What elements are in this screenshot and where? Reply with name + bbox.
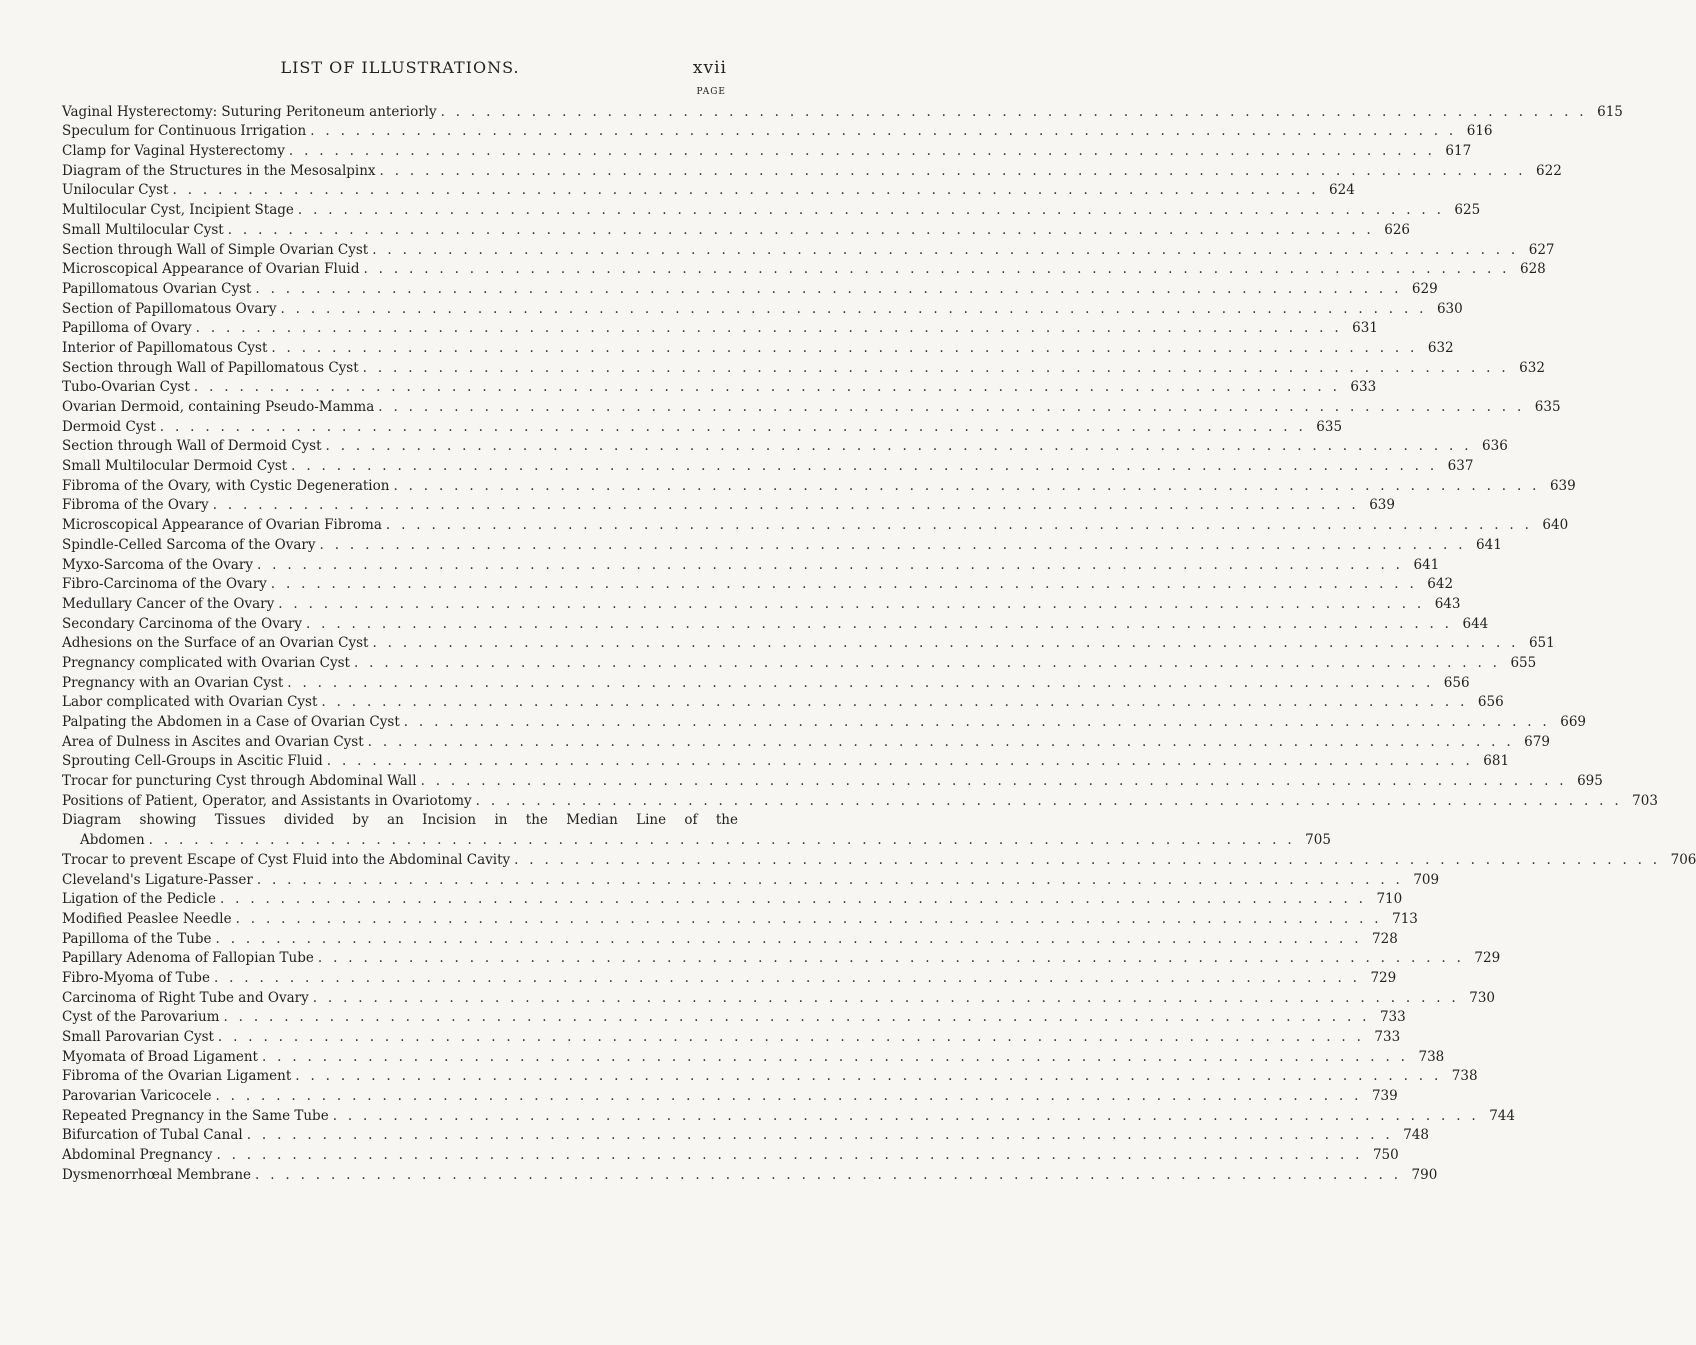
illustration-title: Dysmenorrhœal Membrane — [62, 1166, 252, 1183]
list-item — [62, 356, 1545, 376]
list-item — [62, 553, 1440, 573]
dot-leader: . . . . . . . . . . . . . . . . . . . . . . . . . . . . . . . . . . . . . . . . . . . . . . . . . . . . . . . . . . . . . . . . . . . . . . . . . . . . — [193, 379, 1341, 396]
illustration-title: Section through Wall of Papillomatous Cyst — [62, 359, 359, 376]
list-item — [62, 573, 1454, 593]
page-number: 748 — [1403, 1127, 1429, 1144]
page-number: 622 — [1536, 162, 1562, 179]
page-number: 739 — [1371, 1088, 1398, 1105]
list-item — [62, 947, 1501, 967]
page-number: 631 — [1352, 320, 1378, 337]
dot-leader: . . . . . . . . . . . . . . . . . . . . . . . . . . . . . . . . . . . . . . . . . . . . . . . . . . . . . . . . . . . . . . . . . . . . . . . . . . . . — [440, 103, 1587, 120]
dot-leader: . . . . . . . . . . . . . . . . . . . . . . . . . . . . . . . . . . . . . . . . . . . . . . . . . . . . . . . . . . . . . . . . . . . . . . . . . . . . — [212, 497, 1359, 514]
dot-leader: . . . . . . . . . . . . . . . . . . . . . . . . . . . . . . . . . . . . . . . . . . . . . . . . . . . . . . . . . . . . . . . . . . . . . . . . . . . . — [256, 556, 1404, 573]
illustration-title: Papillomatous Ovarian Cyst — [62, 280, 252, 297]
illustration-title: Area of Dulness in Ascites and Ovarian Cyst — [62, 733, 364, 750]
illustration-title: Trocar to prevent Escape of Cyst Fluid into the Abdominal Cavity — [62, 851, 511, 868]
illustration-title: Cleveland's Ligature-Passer — [62, 871, 253, 888]
dot-leader: . . . . . . . . . . . . . . . . . . . . . . . . . . . . . . . . . . . . . . . . . . . . . . . . . . . . . . . . . . . . . . . . . . . . . . . . . . . . — [217, 1029, 1365, 1045]
dot-leader: . . . . . . . . . . . . . . . . . . . . . . . . . . . . . . . . . . . . . . . . . . . . . . . . . . . . . . . . . . . . . . . . . . . . . . . . . . . . — [159, 418, 1307, 435]
page-number: 617 — [1445, 143, 1472, 160]
dot-leader: . . . . . . . . . . . . . . . . . . . . . . . . . . . . . . . . . . . . . . . . . . . . . . . . . . . . . . . . . . . . . . . . . . . . . . . . . . . . — [372, 241, 1519, 258]
illustration-title: Diagram of the Structures in the Mesosalpinx — [62, 162, 376, 179]
list-item — [62, 297, 1463, 317]
page-number: 625 — [1454, 202, 1481, 219]
illustration-title: Spindle-Celled Sarcoma of the Ovary — [62, 536, 316, 553]
dot-leader: . . . . . . . . . . . . . . . . . . . . . . . . . . . . . . . . . . . . . . . . . . . . . . . . . . . . . . . . . . . . . . . . . . . . . . . . . . . . — [367, 733, 1514, 750]
list-item — [62, 750, 1510, 770]
list-item — [62, 691, 1504, 711]
dot-leader: . . . . . . . . . . . . . . . . . . . . . . . . . . . . . . . . . . . . . . . . . . . . . . . . . . . . . . . . . . . . . . . . . . . . . . . . . . . . — [310, 123, 1457, 140]
illustration-title: Palpating the Abdomen in a Case of Ovarian Cyst — [62, 714, 400, 730]
list-item — [62, 710, 1587, 730]
page-number: 706 — [1670, 851, 1696, 868]
page-number: 709 — [1413, 871, 1440, 888]
list-item — [62, 730, 1550, 750]
illustration-title: Trocar for puncturing Cyst through Abdominal Wall — [62, 773, 417, 790]
page-number: 790 — [1411, 1166, 1438, 1183]
page-number: 738 — [1418, 1048, 1445, 1065]
dot-leader: . . . . . . . . . . . . . . . . . . . . . . . . . . . . . . . . . . . . . . . . . . . . . . . . . . . . . . . . . . . . . . . . . . . . . . . . . . . . — [321, 694, 1468, 711]
running-head-title: LIST OF ILLUSTRATIONS. — [280, 58, 520, 77]
page-number: 695 — [1577, 773, 1603, 790]
list-item — [62, 336, 1454, 356]
dot-leader: . . . . . . . . . . . . . . . . . . . . . . . . . . . . . . . . . . . . . . . . . . . . . . . . . . . . . . . . . . . . . . . . . . . . . . . . . . . . — [261, 1048, 1409, 1065]
dot-leader: . . . . . . . . . . . . . . . . . . . . . . . . . . . . . . . . . . . . . . . . . . . . . . . . . . . . . . . . . . . . . . . . . . . . . . . . . . . . — [227, 221, 1375, 238]
illustration-title: Pregnancy complicated with Ovarian Cyst — [62, 654, 350, 671]
page-number: 630 — [1436, 300, 1463, 317]
illustration-title: Repeated Pregnancy in the Same Tube — [62, 1107, 329, 1124]
page-number: 644 — [1462, 615, 1489, 632]
list-item — [62, 1143, 1399, 1164]
list-item — [62, 474, 1576, 494]
dot-leader: . . . . . . . . . . . . . . . . . . . . . . . . . . . . . . . . . . . . . . . . . . . . . . . . . . . . . . . . . . . . . . . . . . . . . . . . . . . . — [213, 969, 1361, 986]
dot-leader: . . . . . . . . . . . . . . . . . . . . . . . . . . . . . . . . . . . . . . . . . . . . . . . . . . . . . . . . . . . . . . . . . . . . . . . . . . . . — [385, 517, 1533, 534]
list-item — [62, 258, 1546, 278]
dot-leader: . . . . . . . . . . . . . . . . . . . . . . . . . . . . . . . . . . . . . . . . . . . . . . . . . . . . . . . . . . . . . . . . . . . . . . . . . . . . — [403, 714, 1551, 730]
list-item — [62, 376, 1377, 396]
list-item — [62, 1006, 1406, 1026]
list-item — [62, 651, 1537, 671]
list-item — [62, 612, 1489, 632]
dot-leader: . . . . . . . . . . . . . . . . . . . . . . . . . . . . . . . . . . . . . . . . . . . . . . . . . . . . . . . . . . . . . . . . . . . . . . . . . . . . — [291, 458, 1438, 475]
dot-leader: . . . . . . . . . . . . . . . . . . . . . . . . . . . . . . . . . . . . . . . . . . . . . . . . . . . . . . . . . . . . . . . . . . . . . . . . . . . . — [325, 438, 1472, 455]
list-item — [62, 120, 1493, 140]
list-item — [62, 888, 1403, 908]
list-item — [62, 1124, 1429, 1144]
list-item — [62, 1084, 1398, 1105]
dot-leader: . . . . . . . . . . . . . . . . . . . . . . . . . . . . . . . . . . . . . . . . . . . . . . . . . . . . . . . . . . . . . . . . . . . . . . . . . . . . — [219, 891, 1367, 908]
page-number: 624 — [1329, 182, 1355, 199]
list-item — [62, 179, 1355, 199]
page-number: 655 — [1510, 654, 1537, 671]
dot-leader: . . . . . . . . . . . . . . . . . . . . . . . . . . . . . . . . . . . . . . . . . . . . . . . . . . . . . . . . . . . . . . . . . . . . . . . . . . . . — [215, 1088, 1362, 1105]
illustration-title: Tubo-Ovarian Cyst — [62, 379, 190, 396]
page-number: 733 — [1379, 1009, 1406, 1026]
page-number: 616 — [1466, 123, 1493, 140]
illustration-title: Fibroma of the Ovary — [62, 497, 209, 514]
dot-leader: . . . . . . . . . . . . . . . . . . . . . . . . . . . . . . . . . . . . . . . . . . . . . . . . . . . . . . . . . . . . . . . . . . . . . . . . . . . . — [326, 753, 1474, 770]
illustration-title: Parovarian Varicocele — [62, 1088, 212, 1105]
illustration-title: Small Multilocular Cyst — [62, 221, 224, 238]
dot-leader: . . . . . . . . . . . . . . . . . . . . . . . . . . . . . . . . . . . . . . . . . . . . . . . . . . . . . . . . . . . . . . . . . . . . . . . . . . . . — [278, 595, 1425, 612]
page-number: 681 — [1483, 753, 1510, 770]
page-number: 635 — [1316, 418, 1343, 435]
list-item — [62, 198, 1481, 219]
list-item — [62, 671, 1470, 691]
dot-leader: . . . . . . . . . . . . . . . . . . . . . . . . . . . . . . . . . . . . . . . . . . . . . . . . . . . . . . . . . . . . . . . . . . . . . . . . . . . . — [514, 851, 1661, 868]
list-item — [62, 238, 1555, 258]
list-item — [62, 454, 1474, 475]
page-number: 637 — [1447, 458, 1474, 475]
list-item — [62, 848, 1696, 868]
illustration-title: Labor complicated with Ovarian Cyst — [62, 694, 318, 711]
dot-leader: . . . . . . . . . . . . . . . . . . . . . . . . . . . . . . . . . . . . . . . . . . . . . . . . . . . . . . . . . . . . . . . . . . . . . . . . . . . . — [475, 792, 1622, 809]
list-item — [62, 1163, 1438, 1183]
list-item — [62, 395, 1561, 415]
illustration-title: Papilloma of Ovary — [62, 320, 192, 337]
page-number: 639 — [1369, 497, 1395, 514]
page-number: 750 — [1372, 1147, 1399, 1164]
dot-leader: . . . . . . . . . . . . . . . . . . . . . . . . . . . . . . . . . . . . . . . . . . . . . . . . . . . . . . . . . . . . . . . . . . . . . . . . . . . . — [287, 674, 1434, 691]
dot-leader: . . . . . . . . . . . . . . . . . . . . . . . . . . . . . . . . . . . . . . . . . . . . . . . . . . . . . . . . . . . . . . . . . . . . . . . . . . . . — [255, 280, 1402, 297]
page-number: 642 — [1427, 576, 1454, 593]
page-number: 629 — [1411, 280, 1438, 297]
dot-leader: . . . . . . . . . . . . . . . . . . . . . . . . . . . . . . . . . . . . . . . . . . . . . . . . . . . . . . . . . . . . . . . . . . . . . . . . . . . . — [195, 320, 1342, 337]
dot-leader: . . . . . . . . . . . . . . . . . . . . . . . . . . . . . . . . . . . . . . . . . . . . . . . . . . . . . . . . . . . . . . . . . . . . . . . . . . . . — [378, 399, 1525, 415]
page-number: 679 — [1524, 733, 1550, 750]
illustration-title: Papillary Adenoma of Fallopian Tube — [62, 950, 314, 967]
dot-leader: . . . . . . . . . . . . . . . . . . . . . . . . . . . . . . . . . . . . . . . . . . . . . . . . . . . . . . . . . . . . . . . . . . . . . . . . . . . . — [317, 950, 1465, 967]
list-item — [62, 789, 1658, 809]
page-folio: xvii — [692, 58, 727, 78]
page-number: 729 — [1370, 969, 1397, 986]
page-number: 729 — [1474, 950, 1501, 967]
illustration-title: Fibroma of the Ovary, with Cystic Degeneration — [62, 477, 390, 494]
illustrations-list — [62, 100, 1696, 1183]
dot-leader: . . . . . . . . . . . . . . . . . . . . . . . . . . . . . . . . . . . . . . . . . . . . . . . . . . . . . . . . . . . . . . . . . . . . . . . . . . . . — [271, 339, 1418, 356]
page-number: 636 — [1482, 438, 1508, 455]
illustration-title: Medullary Cancer of the Ovary — [62, 595, 275, 612]
illustration-title: Fibro-Myoma of Tube — [62, 969, 210, 986]
illustration-title: Microscopical Appearance of Ovarian Fluid — [62, 261, 360, 278]
illustration-title: Section of Papillomatous Ovary — [62, 300, 277, 317]
page-number: 632 — [1519, 359, 1545, 376]
illustration-title: Diagram showing Tissues divided by an Incision in the Median Line of the — [62, 812, 738, 829]
illustration-title: Myxo-Sarcoma of the Ovary — [62, 556, 253, 573]
page-number: 703 — [1632, 792, 1658, 809]
list-item — [62, 494, 1395, 514]
illustration-title: Carcinoma of Right Tube and Ovary — [62, 989, 309, 1006]
dot-leader: . . . . . . . . . . . . . . . . . . . . . . . . . . . . . . . . . . . . . . . . . . . . . . . . . . . . . . . . . . . . . . . . . . . . . . . . . . . . — [223, 1009, 1370, 1026]
illustration-title: Sprouting Cell-Groups in Ascitic Fluid — [62, 753, 323, 770]
list-item — [62, 809, 738, 829]
list-item — [62, 769, 1603, 790]
dot-leader: . . . . . . . . . . . . . . . . . . . . . . . . . . . . . . . . . . . . . . . . . . . . . . . . . . . . . . . . . . . . . . . . . . . . . . . . . . . . — [312, 989, 1460, 1006]
page-number: 641 — [1476, 536, 1502, 553]
page-number: 641 — [1413, 556, 1440, 573]
list-item — [62, 533, 1502, 553]
list-item — [62, 435, 1508, 455]
dot-leader: . . . . . . . . . . . . . . . . . . . . . . . . . . . . . . . . . . . . . . . . . . . . . . . . . . . . . . . . . . . . . . . . . . . . . . . . . . . . — [297, 202, 1445, 219]
illustration-title: Cyst of the Parovarium — [62, 1009, 220, 1026]
illustration-title: Multilocular Cyst, Incipient Stage — [62, 202, 294, 219]
dot-leader: . . . . . . . . . . . . . . . . . . . . . . . . . . . . . . . . . . . . . . . . . . . . . . . . . . . . . . . . . . . . . . . . . . . . . . . . . . . . — [148, 832, 1295, 849]
list-item — [62, 100, 1623, 120]
page-number: 713 — [1392, 910, 1418, 927]
dot-leader: . . . . . . . . . . . . . . . . . . . . . . . . . . . . . . . . . . . . . . . . . . . . . . . . . . . . . . . . . . . . . . . . . . . . . . . . . . . . — [295, 1068, 1442, 1085]
page-number: 640 — [1542, 517, 1569, 534]
illustration-title: Positions of Patient, Operator, and Assistants in Ovariotomy — [62, 792, 472, 809]
page-number: 730 — [1469, 989, 1496, 1006]
illustration-title: Section through Wall of Simple Ovarian Cyst — [62, 241, 369, 258]
list-item — [62, 139, 1472, 160]
dot-leader: . . . . . . . . . . . . . . . . . . . . . . . . . . . . . . . . . . . . . . . . . . . . . . . . . . . . . . . . . . . . . . . . . . . . . . . . . . . . — [270, 576, 1418, 593]
list-item — [62, 1045, 1445, 1065]
page-number: 656 — [1443, 674, 1470, 691]
list-item — [62, 632, 1555, 652]
page-number: 744 — [1489, 1107, 1515, 1124]
illustration-title: Dermoid Cyst — [62, 418, 156, 435]
dot-leader: . . . . . . . . . . . . . . . . . . . . . . . . . . . . . . . . . . . . . . . . . . . . . . . . . . . . . . . . . . . . . . . . . . . . . . . . . . . . — [235, 910, 1382, 927]
page-number: 635 — [1534, 399, 1561, 415]
list-item — [62, 868, 1440, 888]
illustration-title: Modified Peaslee Needle — [62, 910, 232, 927]
list-item — [62, 513, 1569, 534]
dot-leader: . . . . . . . . . . . . . . . . . . . . . . . . . . . . . . . . . . . . . . . . . . . . . . . . . . . . . . . . . . . . . . . . . . . . . . . . . . . . — [319, 536, 1466, 553]
dot-leader: . . . . . . . . . . . . . . . . . . . . . . . . . . . . . . . . . . . . . . . . . . . . . . . . . . . . . . . . . . . . . . . . . . . . . . . . . . . . — [288, 143, 1436, 160]
page-number: 632 — [1427, 339, 1454, 356]
list-item — [62, 966, 1397, 986]
dot-leader: . . . . . . . . . . . . . . . . . . . . . . . . . . . . . . . . . . . . . . . . . . . . . . . . . . . . . . . . . . . . . . . . . . . . . . . . . . . . — [393, 477, 1540, 494]
dot-leader: . . . . . . . . . . . . . . . . . . . . . . . . . . . . . . . . . . . . . . . . . . . . . . . . . . . . . . . . . . . . . . . . . . . . . . . . . . . . — [255, 1166, 1402, 1183]
dot-leader: . . . . . . . . . . . . . . . . . . . . . . . . . . . . . . . . . . . . . . . . . . . . . . . . . . . . . . . . . . . . . . . . . . . . . . . . . . . . — [256, 871, 1404, 888]
list-item — [62, 218, 1411, 238]
illustration-title: Microscopical Appearance of Ovarian Fibroma — [62, 517, 382, 534]
illustration-title: Section through Wall of Dermoid Cyst — [62, 438, 322, 455]
page-number: 627 — [1528, 241, 1555, 258]
illustration-title: Interior of Papillomatous Cyst — [62, 339, 268, 356]
page-number: 639 — [1549, 477, 1576, 494]
illustration-title: Secondary Carcinoma of the Ovary — [62, 615, 302, 632]
list-item — [62, 317, 1378, 337]
dot-leader: . . . . . . . . . . . . . . . . . . . . . . . . . . . . . . . . . . . . . . . . . . . . . . . . . . . . . . . . . . . . . . . . . . . . . . . . . . . . — [306, 615, 1453, 632]
dot-leader: . . . . . . . . . . . . . . . . . . . . . . . . . . . . . . . . . . . . . . . . . . . . . . . . . . . . . . . . . . . . . . . . . . . . . . . . . . . . — [215, 930, 1362, 947]
illustration-title: Ligation of the Pedicle — [62, 891, 216, 908]
illustration-title: Fibro-Carcinoma of the Ovary — [62, 576, 267, 593]
running-head — [0, 58, 800, 80]
dot-leader: . . . . . . . . . . . . . . . . . . . . . . . . . . . . . . . . . . . . . . . . . . . . . . . . . . . . . . . . . . . . . . . . . . . . . . . . . . . . — [216, 1147, 1363, 1164]
page-number: 705 — [1305, 832, 1331, 849]
illustration-title: Small Parovarian Cyst — [62, 1029, 214, 1045]
dot-leader: . . . . . . . . . . . . . . . . . . . . . . . . . . . . . . . . . . . . . . . . . . . . . . . . . . . . . . . . . . . . . . . . . . . . . . . . . . . . — [172, 182, 1319, 199]
dot-leader: . . . . . . . . . . . . . . . . . . . . . . . . . . . . . . . . . . . . . . . . . . . . . . . . . . . . . . . . . . . . . . . . . . . . . . . . . . . . — [332, 1107, 1479, 1124]
dot-leader: . . . . . . . . . . . . . . . . . . . . . . . . . . . . . . . . . . . . . . . . . . . . . . . . . . . . . . . . . . . . . . . . . . . . . . . . . . . . — [353, 654, 1501, 671]
page-column-label: PAGE — [696, 87, 726, 97]
illustration-title: Ovarian Dermoid, containing Pseudo-Mamma — [62, 399, 375, 415]
list-item — [62, 927, 1398, 947]
illustration-title: Myomata of Broad Ligament — [62, 1048, 258, 1065]
page-number: 738 — [1451, 1068, 1478, 1085]
list-item — [62, 986, 1496, 1006]
list-item — [62, 159, 1562, 179]
page-number: 728 — [1372, 930, 1398, 947]
page-number: 710 — [1376, 891, 1403, 908]
illustration-title: Fibroma of the Ovarian Ligament — [62, 1068, 292, 1085]
list-item-continuation — [62, 828, 1331, 849]
page-number: 669 — [1560, 714, 1587, 730]
list-item — [62, 1025, 1401, 1045]
list-item — [62, 277, 1438, 297]
page-number: 615 — [1597, 103, 1623, 120]
illustration-title-continuation: Abdomen — [80, 832, 145, 849]
illustration-title: Adhesions on the Surface of an Ovarian Cyst — [62, 635, 369, 652]
illustration-title: Pregnancy with an Ovarian Cyst — [62, 674, 284, 691]
list-item — [62, 1104, 1515, 1124]
list-item — [62, 415, 1343, 435]
list-item — [62, 1065, 1478, 1085]
dot-leader: . . . . . . . . . . . . . . . . . . . . . . . . . . . . . . . . . . . . . . . . . . . . . . . . . . . . . . . . . . . . . . . . . . . . . . . . . . . . — [280, 300, 1427, 317]
list-item — [62, 907, 1418, 927]
illustration-title: Speculum for Continuous Irrigation — [62, 123, 307, 140]
illustration-title: Clamp for Vaginal Hysterectomy — [62, 143, 285, 160]
dot-leader: . . . . . . . . . . . . . . . . . . . . . . . . . . . . . . . . . . . . . . . . . . . . . . . . . . . . . . . . . . . . . . . . . . . . . . . . . . . . — [246, 1127, 1393, 1144]
page-number: 656 — [1477, 694, 1504, 711]
illustration-title: Unilocular Cyst — [62, 182, 169, 199]
dot-leader: . . . . . . . . . . . . . . . . . . . . . . . . . . . . . . . . . . . . . . . . . . . . . . . . . . . . . . . . . . . . . . . . . . . . . . . . . . . . — [372, 635, 1519, 652]
page-number: 733 — [1374, 1029, 1401, 1045]
page-number: 626 — [1384, 221, 1411, 238]
list-item — [62, 592, 1461, 612]
page-number: 651 — [1528, 635, 1555, 652]
page-number: 643 — [1434, 595, 1461, 612]
dot-leader: . . . . . . . . . . . . . . . . . . . . . . . . . . . . . . . . . . . . . . . . . . . . . . . . . . . . . . . . . . . . . . . . . . . . . . . . . . . . — [362, 359, 1509, 376]
illustration-title: Bifurcation of Tubal Canal — [62, 1127, 243, 1144]
dot-leader: . . . . . . . . . . . . . . . . . . . . . . . . . . . . . . . . . . . . . . . . . . . . . . . . . . . . . . . . . . . . . . . . . . . . . . . . . . . . — [379, 162, 1526, 179]
illustration-title: Abdominal Pregnancy — [62, 1147, 213, 1164]
illustration-title: Vaginal Hysterectomy: Suturing Peritoneum anteriorly — [62, 103, 437, 120]
dot-leader: . . . . . . . . . . . . . . . . . . . . . . . . . . . . . . . . . . . . . . . . . . . . . . . . . . . . . . . . . . . . . . . . . . . . . . . . . . . . — [420, 773, 1567, 790]
illustration-title: Papilloma of the Tube — [62, 930, 212, 947]
illustration-title: Small Multilocular Dermoid Cyst — [62, 458, 288, 475]
dot-leader: . . . . . . . . . . . . . . . . . . . . . . . . . . . . . . . . . . . . . . . . . . . . . . . . . . . . . . . . . . . . . . . . . . . . . . . . . . . . — [363, 261, 1510, 278]
page-number: 633 — [1350, 379, 1377, 396]
page-number: 628 — [1520, 261, 1546, 278]
